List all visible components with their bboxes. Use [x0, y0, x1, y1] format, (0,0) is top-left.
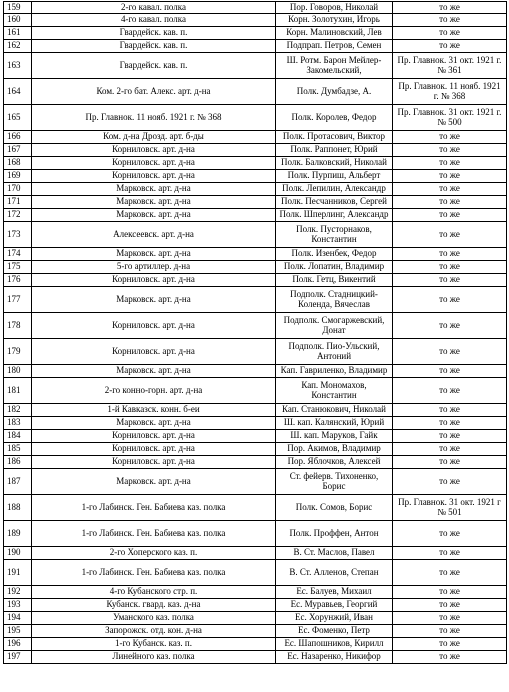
table-row — [4, 2, 507, 14]
row-number-cell: 176 — [4, 274, 32, 287]
row-number-cell: 193 — [4, 599, 32, 612]
row-number-cell: 163 — [4, 53, 32, 79]
table-row — [4, 105, 507, 131]
order-cell: то же — [393, 2, 507, 14]
unit-cell: 1-го Лабинск. Ген. Бабиева каз. полка — [32, 560, 276, 586]
row-number-cell: 183 — [4, 417, 32, 430]
unit-cell: Корниловск. арт. д-на — [32, 430, 276, 443]
person-cell: Полк. Гетц, Викентий — [276, 274, 393, 287]
table-row — [4, 404, 507, 417]
table-row — [4, 14, 507, 27]
unit-cell: 1-го Лабинск. Ген. Бабиева каз. полка — [32, 495, 276, 521]
table-row — [4, 157, 507, 170]
table-row — [4, 599, 507, 612]
person-cell: Кап. Станюкович, Николай — [276, 404, 393, 417]
unit-cell: Пр. Главнок. 11 нояб. 1921 г. № 368 — [32, 105, 276, 131]
row-number-cell: 160 — [4, 14, 32, 27]
row-number-cell: 168 — [4, 157, 32, 170]
order-cell: то же — [393, 547, 507, 560]
award-list-body — [4, 2, 507, 664]
person-cell: Ес. Муравьев, Георгий — [276, 599, 393, 612]
table-row — [4, 521, 507, 547]
row-number-cell: 173 — [4, 222, 32, 248]
row-number-cell: 172 — [4, 209, 32, 222]
unit-cell: Марковск. арт. д-на — [32, 196, 276, 209]
order-cell: то же — [393, 521, 507, 547]
unit-cell: 1-й Кавказск. конн. б-еи — [32, 404, 276, 417]
row-number-cell: 187 — [4, 469, 32, 495]
table-row — [4, 196, 507, 209]
table-row — [4, 40, 507, 53]
person-cell: Подполк. Пио-Ульский, Антоний — [276, 339, 393, 365]
person-cell: Ес. Шапошников, Кирилл — [276, 638, 393, 651]
order-cell: Пр. Главнок. 31 окт. 1921 г. № 361 — [393, 53, 507, 79]
row-number-cell: 181 — [4, 378, 32, 404]
person-cell: Ш. кап. Маруков, Гайк — [276, 430, 393, 443]
row-number-cell: 161 — [4, 27, 32, 40]
row-number-cell: 166 — [4, 131, 32, 144]
unit-cell: 1-го Лабинск. Ген. Бабиева каз. полка — [32, 521, 276, 547]
unit-cell: Марковск. арт. д-на — [32, 417, 276, 430]
person-cell: Полк. Песчанников, Сергей — [276, 196, 393, 209]
row-number-cell: 185 — [4, 443, 32, 456]
person-cell: Кап. Мономахов, Константин — [276, 378, 393, 404]
unit-cell: Корниловск. арт. д-на — [32, 339, 276, 365]
person-cell: Полк. Лепилин, Александр — [276, 183, 393, 196]
table-row — [4, 274, 507, 287]
order-cell: то же — [393, 339, 507, 365]
row-number-cell: 159 — [4, 2, 32, 14]
table-row — [4, 638, 507, 651]
table-row — [4, 339, 507, 365]
table-row — [4, 612, 507, 625]
person-cell: Полк. Раппонет, Юрий — [276, 144, 393, 157]
order-cell: то же — [393, 417, 507, 430]
unit-cell: Марковск. арт. д-на — [32, 469, 276, 495]
row-number-cell: 194 — [4, 612, 32, 625]
order-cell: то же — [393, 222, 507, 248]
order-cell: то же — [393, 404, 507, 417]
person-cell: Корн. Малиновский, Лев — [276, 27, 393, 40]
person-cell: Подполк. Смогаржевский, Донат — [276, 313, 393, 339]
order-cell: то же — [393, 27, 507, 40]
table-row — [4, 222, 507, 248]
table-row — [4, 261, 507, 274]
person-cell: Пор. Яблочков, Алексей — [276, 456, 393, 469]
row-number-cell: 188 — [4, 495, 32, 521]
order-cell: то же — [393, 443, 507, 456]
unit-cell: Запорожск. отд. кон. д-на — [32, 625, 276, 638]
person-cell: В. Ст. Алленов, Степан — [276, 560, 393, 586]
table-row — [4, 313, 507, 339]
person-cell: Ес. Назаренко, Никифор — [276, 651, 393, 664]
person-cell: Полк. Изенбек, Федор — [276, 248, 393, 261]
table-row — [4, 625, 507, 638]
row-number-cell: 169 — [4, 170, 32, 183]
unit-cell: 4-го кавал. полка — [32, 14, 276, 27]
unit-cell: Марковск. арт. д-на — [32, 287, 276, 313]
row-number-cell: 180 — [4, 365, 32, 378]
table-row — [4, 144, 507, 157]
table-row — [4, 651, 507, 664]
person-cell: Ес. Балуев, Михаил — [276, 586, 393, 599]
order-cell: то же — [393, 612, 507, 625]
person-cell: Полк. Королев, Федор — [276, 105, 393, 131]
unit-cell: Ком. 2-го бат. Алекс. арт. д-на — [32, 79, 276, 105]
unit-cell: Корниловск. арт. д-на — [32, 456, 276, 469]
person-cell: Полк. Лопатин, Владимир — [276, 261, 393, 274]
person-cell: Пор. Акимов, Владимир — [276, 443, 393, 456]
row-number-cell: 186 — [4, 456, 32, 469]
table-row — [4, 287, 507, 313]
order-cell: то же — [393, 365, 507, 378]
row-number-cell: 175 — [4, 261, 32, 274]
order-cell: то же — [393, 625, 507, 638]
unit-cell: Уманского каз. полка — [32, 612, 276, 625]
unit-cell: 1-го Кубанск. каз. п. — [32, 638, 276, 651]
row-number-cell: 184 — [4, 430, 32, 443]
table-row — [4, 209, 507, 222]
row-number-cell: 189 — [4, 521, 32, 547]
row-number-cell: 174 — [4, 248, 32, 261]
person-cell: Полк. Проффен, Антон — [276, 521, 393, 547]
order-cell: то же — [393, 560, 507, 586]
person-cell: Ст. фейерв. Тихоненко, Борис — [276, 469, 393, 495]
table-row — [4, 183, 507, 196]
person-cell: Полк. Сомов, Борис — [276, 495, 393, 521]
person-cell: Полк. Балковский, Николай — [276, 157, 393, 170]
table-row — [4, 248, 507, 261]
unit-cell: 2-го конно-горн. арт. д-на — [32, 378, 276, 404]
order-cell: то же — [393, 170, 507, 183]
row-number-cell: 165 — [4, 105, 32, 131]
unit-cell: Гвардейск. кав. п. — [32, 40, 276, 53]
person-cell: Полк. Пурпиш, Альберт — [276, 170, 393, 183]
order-cell: то же — [393, 456, 507, 469]
order-cell: то же — [393, 638, 507, 651]
unit-cell: Гвардейск. кав. п. — [32, 27, 276, 40]
unit-cell: Марковск. арт. д-на — [32, 365, 276, 378]
person-cell: Ес. Хорунжий, Иван — [276, 612, 393, 625]
unit-cell: Марковск. арт. д-на — [32, 248, 276, 261]
row-number-cell: 162 — [4, 40, 32, 53]
unit-cell: Корниловск. арт. д-на — [32, 170, 276, 183]
unit-cell: Корниловск. арт. д-на — [32, 157, 276, 170]
table-row — [4, 365, 507, 378]
person-cell: В. Ст. Маслов, Павел — [276, 547, 393, 560]
table-row — [4, 443, 507, 456]
order-cell: то же — [393, 40, 507, 53]
row-number-cell: 196 — [4, 638, 32, 651]
person-cell: Корн. Золотухин, Игорь — [276, 14, 393, 27]
person-cell: Полк. Шперлинг, Александр — [276, 209, 393, 222]
unit-cell: 5-го артиллер. д-на — [32, 261, 276, 274]
row-number-cell: 170 — [4, 183, 32, 196]
row-number-cell: 190 — [4, 547, 32, 560]
person-cell: Полк. Протасович, Виктор — [276, 131, 393, 144]
table-row — [4, 495, 507, 521]
order-cell: то же — [393, 144, 507, 157]
table-row — [4, 469, 507, 495]
unit-cell: Марковск. арт. д-на — [32, 183, 276, 196]
order-cell: то же — [393, 430, 507, 443]
table-row — [4, 560, 507, 586]
unit-cell: Марковск. арт. д-на — [32, 209, 276, 222]
award-list-table — [3, 1, 507, 664]
table-row — [4, 456, 507, 469]
unit-cell: Корниловск. арт. д-на — [32, 274, 276, 287]
order-cell: Пр. Главнок. 31 окт. 1921 г. № 500 — [393, 105, 507, 131]
person-cell: Кап. Гавриленко, Владимир — [276, 365, 393, 378]
person-cell: Подполк. Стадницкий-Коленда, Вячеслав — [276, 287, 393, 313]
table-row — [4, 53, 507, 79]
order-cell: то же — [393, 183, 507, 196]
unit-cell: Корниловск. арт. д-на — [32, 313, 276, 339]
table-row — [4, 79, 507, 105]
table-row — [4, 586, 507, 599]
unit-cell: Гвардейск. кав. п. — [32, 53, 276, 79]
order-cell: то же — [393, 313, 507, 339]
unit-cell: 2-го Хоперского каз. п. — [32, 547, 276, 560]
order-cell: то же — [393, 157, 507, 170]
table-row — [4, 170, 507, 183]
row-number-cell: 197 — [4, 651, 32, 664]
row-number-cell: 179 — [4, 339, 32, 365]
person-cell: Подпрап. Петров, Семен — [276, 40, 393, 53]
unit-cell: Кубанск. гвард. каз. д-на — [32, 599, 276, 612]
unit-cell: Линейного каз. полка — [32, 651, 276, 664]
row-number-cell: 177 — [4, 287, 32, 313]
order-cell: Пр. Главнок. 11 нояб. 1921 г. № 368 — [393, 79, 507, 105]
row-number-cell: 195 — [4, 625, 32, 638]
table-row — [4, 417, 507, 430]
table-row — [4, 131, 507, 144]
row-number-cell: 178 — [4, 313, 32, 339]
order-cell: то же — [393, 469, 507, 495]
row-number-cell: 191 — [4, 560, 32, 586]
order-cell: то же — [393, 261, 507, 274]
person-cell: Ш. кап. Калянский, Юрий — [276, 417, 393, 430]
person-cell: Полк. Пусторнаков, Константин — [276, 222, 393, 248]
table-row — [4, 378, 507, 404]
order-cell: то же — [393, 274, 507, 287]
order-cell: Пр. Главнок. 31 окт. 1921 г № 501 — [393, 495, 507, 521]
order-cell: то же — [393, 196, 507, 209]
row-number-cell: 164 — [4, 79, 32, 105]
person-cell: Ш. Ротм. Барон Мейлер-Закомельский, — [276, 53, 393, 79]
row-number-cell: 167 — [4, 144, 32, 157]
unit-cell: Алексеевск. арт. д-на — [32, 222, 276, 248]
row-number-cell: 171 — [4, 196, 32, 209]
order-cell: то же — [393, 131, 507, 144]
table-row — [4, 547, 507, 560]
unit-cell: 4-го Кубанского стр. п. — [32, 586, 276, 599]
row-number-cell: 192 — [4, 586, 32, 599]
unit-cell: Корниловск. арт. д-на — [32, 144, 276, 157]
person-cell: Полк. Думбадзе, А. — [276, 79, 393, 105]
order-cell: то же — [393, 651, 507, 664]
order-cell: то же — [393, 378, 507, 404]
table-row — [4, 430, 507, 443]
order-cell: то же — [393, 287, 507, 313]
unit-cell: Ком. д-на Дрозд. арт. б-ды — [32, 131, 276, 144]
order-cell: то же — [393, 586, 507, 599]
unit-cell: Корниловск. арт. д-на — [32, 443, 276, 456]
person-cell: Ес. Фоменко, Петр — [276, 625, 393, 638]
row-number-cell: 182 — [4, 404, 32, 417]
unit-cell: 2-го кавал. полка — [32, 2, 276, 14]
table-row — [4, 27, 507, 40]
person-cell: Пор. Говоров, Николай — [276, 2, 393, 14]
order-cell: то же — [393, 14, 507, 27]
order-cell: то же — [393, 599, 507, 612]
order-cell: то же — [393, 209, 507, 222]
order-cell: то же — [393, 248, 507, 261]
